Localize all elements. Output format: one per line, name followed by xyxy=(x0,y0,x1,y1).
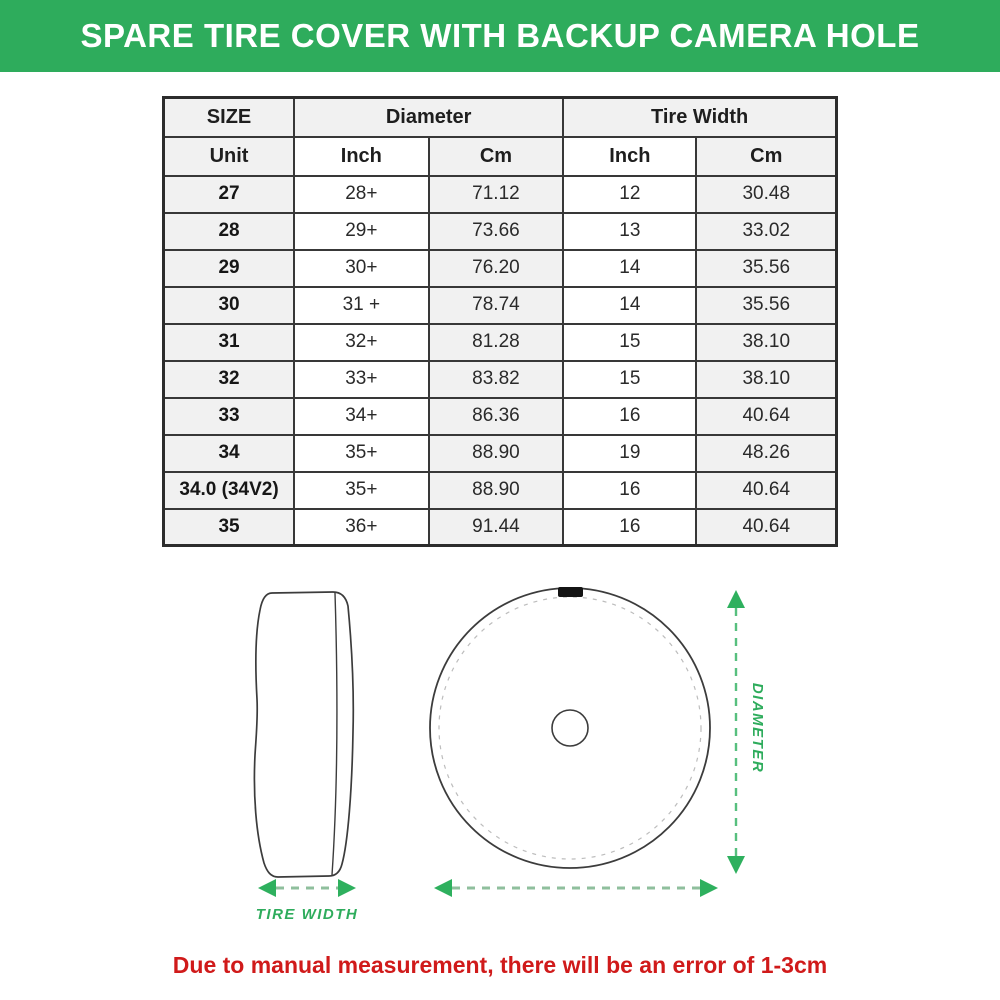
size-cell: 35 xyxy=(164,509,295,546)
width-inch-cell: 16 xyxy=(563,398,696,435)
width-inch-cell: 14 xyxy=(563,287,696,324)
diameter-inch-cell: 29+ xyxy=(294,213,429,250)
width-inch-cell: 12 xyxy=(563,176,696,213)
size-cell: 31 xyxy=(164,324,295,361)
table-row xyxy=(164,435,837,472)
width-cm-cell: 38.10 xyxy=(696,324,836,361)
measurement-diagram xyxy=(0,555,1000,945)
diameter-cm-cell: 86.36 xyxy=(429,398,564,435)
width-cm-cell: 40.64 xyxy=(696,509,836,546)
width-cm-cell: 33.02 xyxy=(696,213,836,250)
table-row xyxy=(164,250,837,287)
width-inch-cell: 15 xyxy=(563,361,696,398)
table-row xyxy=(164,472,837,509)
column-header-width-inch: Inch xyxy=(563,137,696,176)
column-header-unit: Unit xyxy=(164,137,295,176)
size-cell: 27 xyxy=(164,176,295,213)
diameter-label: DIAMETER xyxy=(749,682,766,774)
column-header-diameter: Diameter xyxy=(294,98,563,137)
diameter-horizontal-arrow xyxy=(434,879,718,897)
width-inch-cell: 16 xyxy=(563,509,696,546)
page-title: SPARE TIRE COVER WITH BACKUP CAMERA HOLE xyxy=(80,17,920,54)
diameter-inch-cell: 32+ xyxy=(294,324,429,361)
width-inch-cell: 14 xyxy=(563,250,696,287)
width-inch-cell: 15 xyxy=(563,324,696,361)
table-row xyxy=(164,361,837,398)
diameter-inch-cell: 30+ xyxy=(294,250,429,287)
diameter-cm-cell: 76.20 xyxy=(429,250,564,287)
size-cell: 33 xyxy=(164,398,295,435)
width-inch-cell: 13 xyxy=(563,213,696,250)
diameter-cm-cell: 71.12 xyxy=(429,176,564,213)
diameter-cm-cell: 88.90 xyxy=(429,472,564,509)
size-cell: 30 xyxy=(164,287,295,324)
size-table-header xyxy=(164,98,837,176)
size-cell: 34 xyxy=(164,435,295,472)
width-cm-cell: 40.64 xyxy=(696,398,836,435)
column-header-diameter-inch: Inch xyxy=(294,137,429,176)
column-header-width-cm: Cm xyxy=(696,137,836,176)
column-header-diameter-cm: Cm xyxy=(429,137,564,176)
table-row xyxy=(164,509,837,546)
title-banner xyxy=(0,0,1000,72)
tire-width-arrow xyxy=(258,879,356,897)
width-inch-cell: 19 xyxy=(563,435,696,472)
backup-camera-hole xyxy=(552,710,588,746)
diameter-cm-cell: 78.74 xyxy=(429,287,564,324)
diameter-inch-cell: 31 + xyxy=(294,287,429,324)
tire-side-view xyxy=(254,592,353,877)
width-cm-cell: 40.64 xyxy=(696,472,836,509)
width-cm-cell: 38.10 xyxy=(696,361,836,398)
diameter-inch-cell: 36+ xyxy=(294,509,429,546)
tire-front-view xyxy=(430,587,710,868)
column-header-tire-width: Tire Width xyxy=(563,98,836,137)
diameter-vertical-arrow xyxy=(727,590,745,874)
size-cell: 28 xyxy=(164,213,295,250)
measurement-disclaimer: Due to manual measurement, there will be an error of 1-3cm xyxy=(172,952,828,978)
header-row-groups xyxy=(164,98,837,137)
size-table xyxy=(162,96,838,547)
width-cm-cell: 35.56 xyxy=(696,287,836,324)
table-row xyxy=(164,287,837,324)
tire-width-label: TIRE WIDTH xyxy=(255,906,359,923)
diameter-cm-cell: 83.82 xyxy=(429,361,564,398)
diameter-inch-cell: 28+ xyxy=(294,176,429,213)
size-table-body xyxy=(164,176,837,546)
size-cell: 32 xyxy=(164,361,295,398)
diameter-inch-cell: 34+ xyxy=(294,398,429,435)
table-row xyxy=(164,176,837,213)
column-header-size: SIZE xyxy=(164,98,295,137)
table-row xyxy=(164,324,837,361)
size-cell: 34.0 (34V2) xyxy=(164,472,295,509)
diameter-inch-cell: 33+ xyxy=(294,361,429,398)
diameter-inch-cell: 35+ xyxy=(294,472,429,509)
diameter-cm-cell: 81.28 xyxy=(429,324,564,361)
diameter-inch-cell: 35+ xyxy=(294,435,429,472)
width-cm-cell: 48.26 xyxy=(696,435,836,472)
table-row xyxy=(164,213,837,250)
diameter-cm-cell: 91.44 xyxy=(429,509,564,546)
width-inch-cell: 16 xyxy=(563,472,696,509)
width-cm-cell: 30.48 xyxy=(696,176,836,213)
table-row xyxy=(164,398,837,435)
header-row-units xyxy=(164,137,837,176)
diameter-cm-cell: 73.66 xyxy=(429,213,564,250)
top-tab xyxy=(558,587,583,597)
diameter-cm-cell: 88.90 xyxy=(429,435,564,472)
width-cm-cell: 35.56 xyxy=(696,250,836,287)
size-cell: 29 xyxy=(164,250,295,287)
